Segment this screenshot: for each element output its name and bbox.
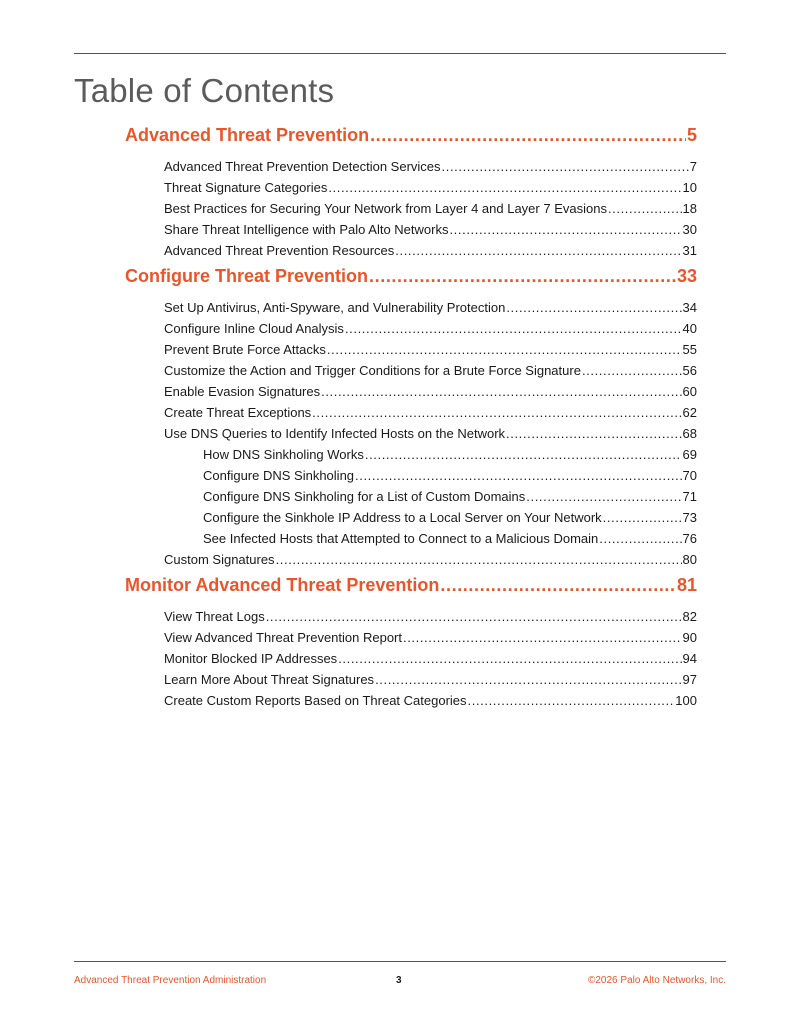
toc-entry-page: 40	[682, 321, 697, 336]
toc-entry-page: 62	[682, 405, 697, 420]
dot-leader	[608, 201, 682, 216]
toc-entry-label: Best Practices for Securing Your Network from Layer 4 and Layer 7 Evasions	[164, 201, 607, 216]
toc-entry-label: View Threat Logs	[164, 609, 265, 624]
toc-entry-label: Prevent Brute Force Attacks	[164, 342, 326, 357]
dot-leader	[276, 552, 682, 567]
toc-section-page: 5	[686, 125, 697, 145]
toc-section-monitor-advanced-threat-prevention[interactable]	[125, 575, 697, 596]
dot-leader	[370, 125, 686, 146]
toc-subentry[interactable]	[203, 489, 697, 504]
toc-entry[interactable]	[164, 609, 697, 624]
toc-entry[interactable]	[164, 672, 697, 687]
toc-entry-page: 73	[682, 510, 697, 525]
dot-leader	[375, 672, 681, 687]
footer-copyright: ©2026 Palo Alto Networks, Inc.	[588, 975, 726, 986]
toc-entry-label: How DNS Sinkholing Works	[203, 447, 364, 462]
toc-entry-label: Learn More About Threat Signatures	[164, 672, 375, 687]
footer-page-number: 3	[396, 975, 402, 986]
toc-section-title: Configure Threat Prevention	[125, 266, 369, 286]
toc-section-advanced-threat-prevention[interactable]	[125, 125, 697, 146]
toc-entry[interactable]	[164, 159, 697, 174]
dot-leader	[526, 489, 681, 504]
toc-entry[interactable]	[164, 693, 697, 708]
toc-subentry[interactable]	[203, 468, 697, 483]
dot-leader	[506, 300, 681, 315]
dot-leader	[369, 266, 676, 287]
toc-entry-label: Monitor Blocked IP Addresses	[164, 651, 338, 666]
toc-entry-page: 34	[682, 300, 697, 315]
toc-entry[interactable]	[164, 426, 697, 441]
dot-leader	[355, 468, 682, 483]
dot-leader	[440, 575, 676, 596]
toc-entry[interactable]	[164, 243, 697, 258]
dot-leader	[328, 180, 681, 195]
toc-entry-label: Share Threat Intelligence with Palo Alto Networks	[164, 222, 449, 237]
toc-entry-label: Configure Inline Cloud Analysis	[164, 321, 344, 336]
toc-entry-page: 68	[682, 426, 697, 441]
dot-leader	[449, 222, 681, 237]
toc-entry-label: Configure the Sinkhole IP Address to a Local Server on Your Network	[203, 510, 602, 525]
toc-entry-label: Threat Signature Categories	[164, 180, 328, 195]
toc-entry-page: 31	[682, 243, 697, 258]
toc-entry[interactable]	[164, 630, 697, 645]
toc-entry-label: Configure DNS Sinkholing	[203, 468, 355, 483]
toc-entry-page: 82	[682, 609, 697, 624]
toc-entry-label: Set Up Antivirus, Anti-Spyware, and Vulnerability Protection	[164, 300, 506, 315]
toc-section-page: 33	[676, 266, 697, 286]
toc-entry-page: 69	[682, 447, 697, 462]
toc-entry[interactable]	[164, 405, 697, 420]
toc-entry[interactable]	[164, 201, 697, 216]
dot-leader	[345, 321, 682, 336]
toc-entry-label: Configure DNS Sinkholing for a List of Custom Domains	[203, 489, 526, 504]
toc-entry-page: 18	[682, 201, 697, 216]
dot-leader	[599, 531, 681, 546]
toc-entry[interactable]	[164, 222, 697, 237]
toc-entry[interactable]	[164, 300, 697, 315]
toc-entry-page: 80	[682, 552, 697, 567]
toc-entry[interactable]	[164, 342, 697, 357]
toc-entry-label: View Advanced Threat Prevention Report	[164, 630, 402, 645]
dot-leader	[327, 342, 682, 357]
toc-entry[interactable]	[164, 321, 697, 336]
footer-document-title: Advanced Threat Prevention Administration	[74, 975, 267, 986]
toc-entry-label: Enable Evasion Signatures	[164, 384, 321, 399]
dot-leader	[506, 426, 681, 441]
page-title: Table of Contents	[74, 72, 335, 109]
toc-entry-label: Advanced Threat Prevention Resources	[164, 243, 395, 258]
toc-entry-page: 7	[689, 159, 697, 174]
toc-subentry[interactable]	[203, 447, 697, 462]
toc-entry-label: Use DNS Queries to Identify Infected Hosts on the Network	[164, 426, 506, 441]
toc-entry-page: 56	[682, 363, 697, 378]
toc-entry-label: See Infected Hosts that Attempted to Connect to a Malicious Domain	[203, 531, 599, 546]
toc-entry-page: 100	[675, 693, 697, 708]
toc-entry-page: 30	[682, 222, 697, 237]
toc-entry-page: 55	[682, 342, 697, 357]
toc-entry[interactable]	[164, 180, 697, 195]
toc-section-configure-threat-prevention[interactable]	[125, 266, 697, 287]
dot-leader	[312, 405, 681, 420]
footer-rule	[74, 961, 726, 962]
toc-entry-page: 90	[682, 630, 697, 645]
toc-entry-page: 76	[682, 531, 697, 546]
toc-entry-page: 94	[682, 651, 697, 666]
dot-leader	[338, 651, 681, 666]
dot-leader	[395, 243, 681, 258]
toc-entry-page: 97	[682, 672, 697, 687]
toc-entry-page: 71	[682, 489, 697, 504]
dot-leader	[603, 510, 682, 525]
toc-entry[interactable]	[164, 651, 697, 666]
dot-leader	[266, 609, 682, 624]
toc-entry-label: Customize the Action and Trigger Conditions for a Brute Force Signature	[164, 363, 581, 378]
dot-leader	[403, 630, 682, 645]
toc-entry[interactable]	[164, 363, 697, 378]
dot-leader	[582, 363, 682, 378]
dot-leader	[442, 159, 689, 174]
toc-entry-page: 10	[682, 180, 697, 195]
toc-subentry[interactable]	[203, 531, 697, 546]
toc-entry[interactable]	[164, 552, 697, 567]
toc-entry-label: Advanced Threat Prevention Detection Services	[164, 159, 441, 174]
dot-leader	[321, 384, 681, 399]
dot-leader	[365, 447, 682, 462]
toc-entry-page: 60	[682, 384, 697, 399]
toc-section-title: Monitor Advanced Threat Prevention	[125, 575, 440, 595]
toc-entry-label: Custom Signatures	[164, 552, 275, 567]
header-rule	[74, 53, 726, 54]
dot-leader	[468, 693, 675, 708]
toc-entry-page: 70	[682, 468, 697, 483]
toc-entry-label: Create Custom Reports Based on Threat Categories	[164, 693, 467, 708]
toc-entry-label: Create Threat Exceptions	[164, 405, 312, 420]
toc-subentry[interactable]	[203, 510, 697, 525]
toc-entry[interactable]	[164, 384, 697, 399]
toc-section-title: Advanced Threat Prevention	[125, 125, 370, 145]
toc-section-page: 81	[676, 575, 697, 595]
